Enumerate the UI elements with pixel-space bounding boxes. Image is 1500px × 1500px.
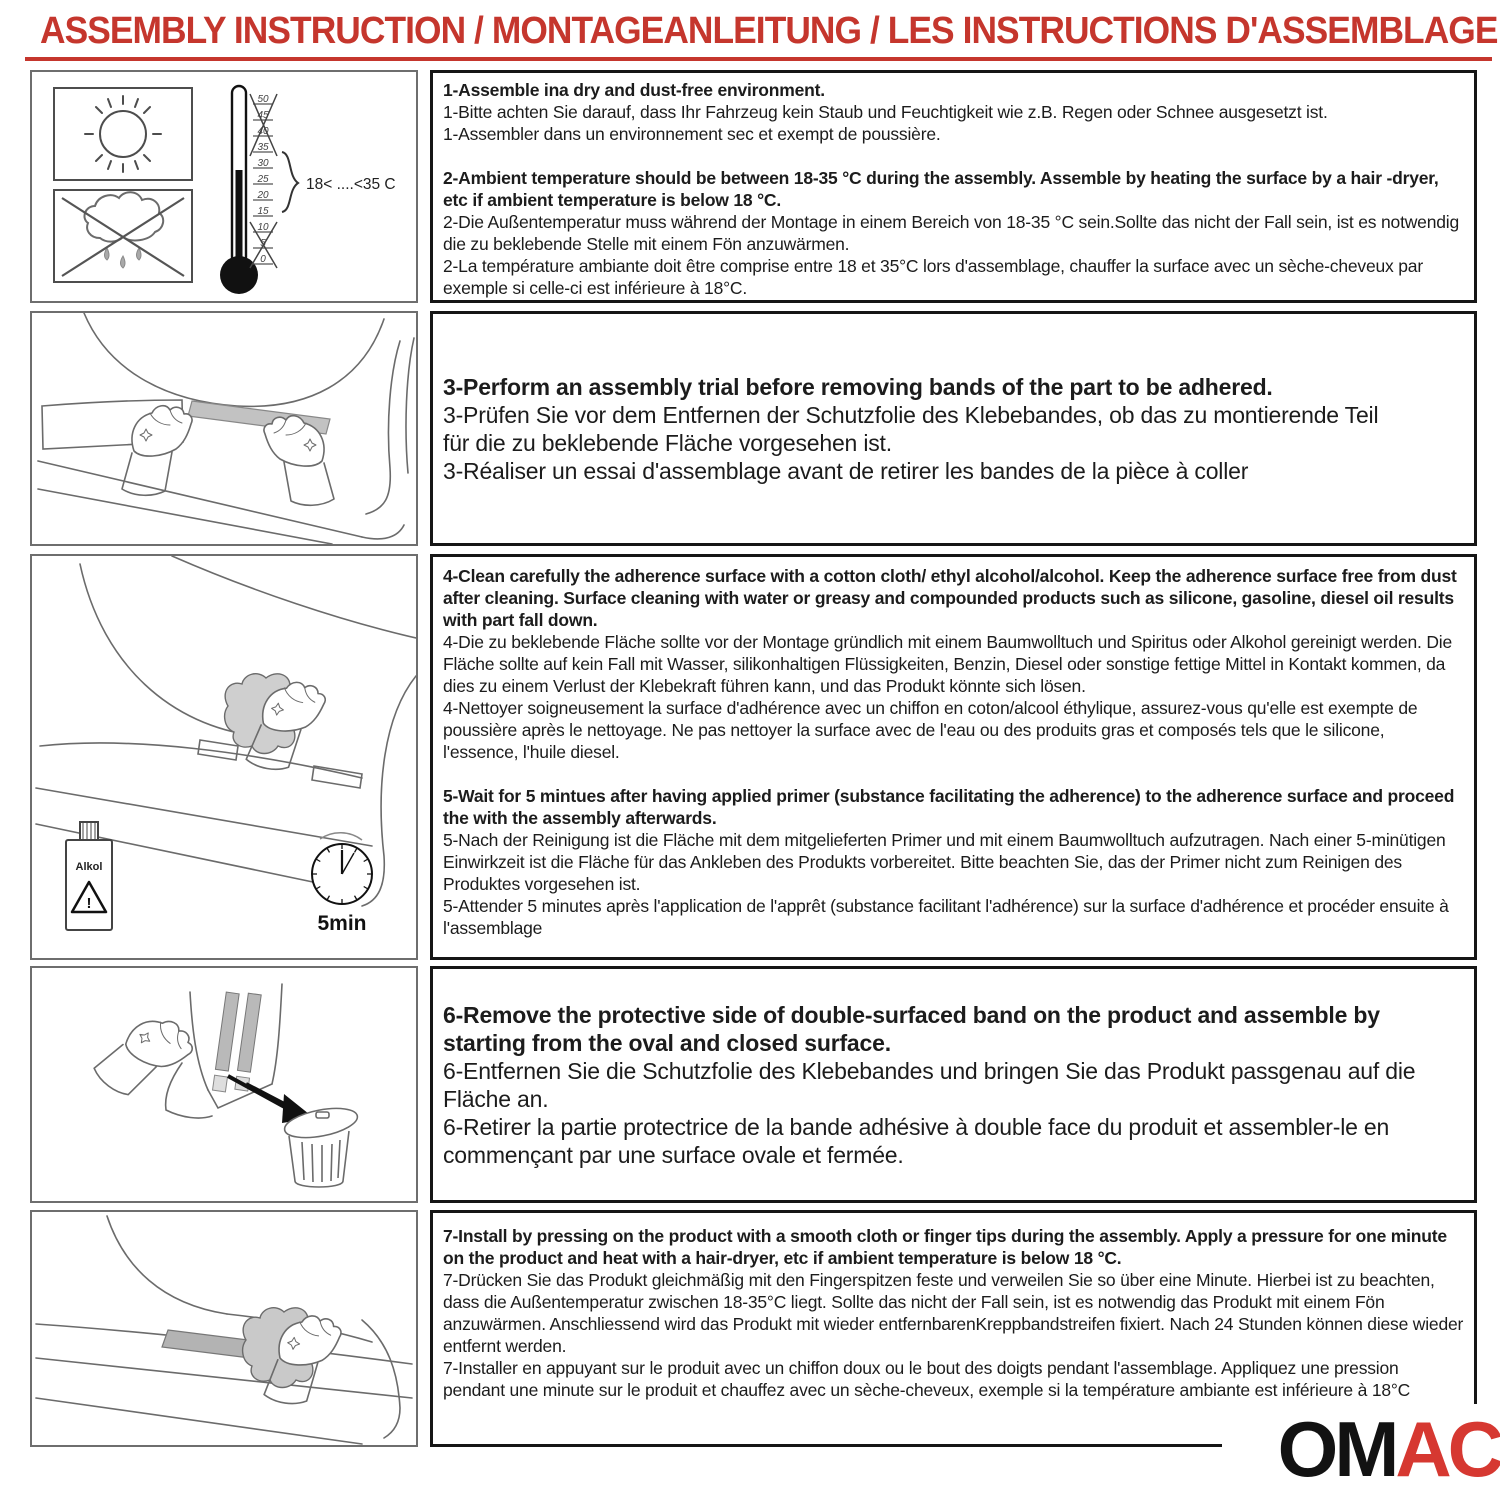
omac-logo-black-part: OM [1277,1405,1396,1493]
range-brace [282,152,298,212]
clock-duration-label: 5min [317,912,367,935]
tick-0: 0 [260,254,266,265]
tick-20: 20 [257,190,269,201]
step2-fr: 2-La température ambiante doit être comprise entre 18 et 35°C lors d'assemblage, chauffer la surface avec un sèche-cheveux par exemple si celle-ci est inférieure à 18°C. [443,256,1423,298]
step1-de: 1-Bitte achten Sie darauf, dass Ihr Fahrzeug kein Staub und Feuchtigkeit wie z.B. Regen oder Schnee ausgesetzt ist. [443,102,1328,122]
step4-en: 4-Clean carefully the adherence surface with a cotton cloth/ ethyl alcohol/alcohol. Keep the adherence surface free from dust after cleaning. Surface cleaning with water or greasy and compounded products such as silicone, gasoline, diesel oil results with part fall down. [443,566,1457,630]
step7-fr: 7-Installer en appuyant sur le produit avec un chiffon doux ou le bout des doigts pendant l'assemblage. Appliquez une pression pendant une minute sur le produit et chauffez avec un sèche-cheveux, exemple si la température ambiante est inférieure à 18°C [443,1358,1411,1400]
tick-40: 40 [257,126,269,137]
step4-fr: 4-Nettoyer soigneusement la surface d'adhérence avec un chiffon en coton/alcool éthylique, assurez-vous qu'elle est exempte de poussière après le nettoyage. Ne pas nettoyer la surface avec de l'eau ou des produits gras et composés tels que le silicone, l'essence, l'huile diesel. [443,698,1418,762]
step7-de: 7-Drücken Sie das Produkt gleichmäßig mit den Fingerspitzen feste und verweilen Sie so über eine Minute. Hierbei ist zu beachten, dass die Außentemperatur zwischen 18-35°C liegt. Sollte das nicht der Fall sein, ist es notwendig das Produkt mit einem Fön anzuwärmen. Anschliessend wird das Produkt mit wieder entfernbarenKreppbandstreifen fixiert. Nach 24 Stunden können diese wieder entfernt werden. [443,1270,1464,1356]
step3-fr: 3-Réaliser un essai d'assemblage avant de retirer les bandes de la pièce à coller [443,457,1249,484]
cleaning-hand-illustration [32,556,416,958]
section-4-text-box [430,966,1477,1203]
tick-5: 5 [260,238,266,249]
climate-illustration-box [30,70,418,303]
section-3-text-box [430,554,1477,960]
no-rain-icon [62,192,184,276]
tick-10: 10 [257,222,269,233]
step5-fr: 5-Attender 5 minutes après l'application de l'apprêt (substance facilitant l'adhérence) sur la surface d'adhérence et procéder ensuite à l'assemblage [443,896,1449,938]
step4-de: 4-Die zu beklebende Fläche sollte vor der Montage gründlich mit einem Baumwolltuch und Spiritus oder Alkohol gereinigt werden. Die Fläche sollte auf kein Fall mit Wasser, silikonhaltigen Flüssigkeiten, Benzin, Diesel oder sonstige fettige Mittel in Kontakt kommen, da dies zu einem Verlust der Klebekraft führen kann, und das Produkt könnte sich lösen. [443,632,1453,696]
press-hand-illustration [32,1212,416,1445]
step3-de: 3-Prüfen Sie vor dem Entfernen der Schutzfolie des Klebebandes, ob das zu montierende Teil für die zu beklebende Fläche vorgesehen ist. [443,401,1379,456]
tick-30: 30 [257,158,269,169]
step3-en: 3-Perform an assembly trial before removing bands of the part to be adhered. [443,373,1273,400]
tick-15: 15 [257,206,269,217]
tick-45: 45 [257,110,269,121]
step5-de: 5-Nach der Reinigung ist die Fläche mit dem mitgelieferten Primer und mit einem Baumwolltuch aufzutragen. Nach einer 5-minütigen Einwirkzeit ist die Fläche für das Ankleben des Produkts vorbereitet. Bitte beachten Sie, das der Primer nicht zum Reinigen des Produktes vorgesehen ist. [443,830,1446,894]
sun-icon [85,96,161,172]
left-hand-icon [122,406,192,496]
page-title: ASSEMBLY INSTRUCTION / MONTAGEANLEITUNG / LES INSTRUCTIONS D'ASSEMBLAGE [40,10,1498,52]
tick-50: 50 [257,94,269,105]
climate-illustration [32,72,416,301]
press-install-illustration-box [30,1210,418,1447]
cleaning-illustration-box [30,554,418,960]
step6-fr: 6-Retirer la partie protectrice de la bande adhésive à double face du produit et assembler-le en commençant par une surface ovale et fermée. [443,1113,1390,1168]
thermometer-icon [220,86,396,294]
svg-text:!: ! [86,895,92,912]
peel-band-illustration [32,968,416,1201]
bottle-label: Alkol [75,861,103,873]
hands-holding-trim-illustration [32,313,416,544]
temperature-range-label: 18< ....<35 C [306,176,396,193]
section-1-text-box [430,70,1477,303]
step6-en: 6-Remove the protective side of double-surfaced band on the product and assemble by starting from the oval and closed surface. [443,1001,1380,1056]
peeling-hand-icon [91,1000,200,1114]
clock-icon [312,833,372,935]
assembly-trial-illustration-box [30,311,418,546]
tick-35: 35 [257,142,269,153]
step1-fr: 1-Assembler dans un environnement sec et exempt de poussière. [443,124,941,144]
tick-25: 25 [257,174,269,185]
remove-band-illustration-box [30,966,418,1203]
step7-en: 7-Install by pressing on the product with a smooth cloth or finger tips during the assembly. Apply a pressure for one minute on the product and heat with a hair-dryer, etc if ambient temperature is below 18 °C. [443,1226,1447,1268]
step2-en: 2-Ambient temperature should be between 18-35 °C during the assembly. Assemble by heating the surface by a hair -dryer, etc if ambient temperature is below 18 °C. [443,168,1439,210]
step5-en: 5-Wait for 5 mintues after having applied primer (substance facilitating the adherence) to the adherence surface and proceed the with the assembly afterwards. [443,786,1455,828]
title-underline [25,57,1492,61]
section-2-text-box [430,311,1477,546]
omac-logo [1222,1404,1500,1494]
step6-de: 6-Entfernen Sie die Schutzfolie des Klebebandes und bringen Sie das Produkt passgenau auf die Fläche an. [443,1057,1416,1112]
omac-logo-red-part: AC [1395,1405,1500,1493]
step1-en: 1-Assemble ina dry and dust-free environment. [443,80,825,100]
step2-de: 2-Die Außentemperatur muss während der Montage in einem Bereich von 18-35 °C sein.Sollte das nicht der Fall sein, ist es notwendig die zu beklebende Stelle mit einem Fön anzuwärmen. [443,212,1459,254]
